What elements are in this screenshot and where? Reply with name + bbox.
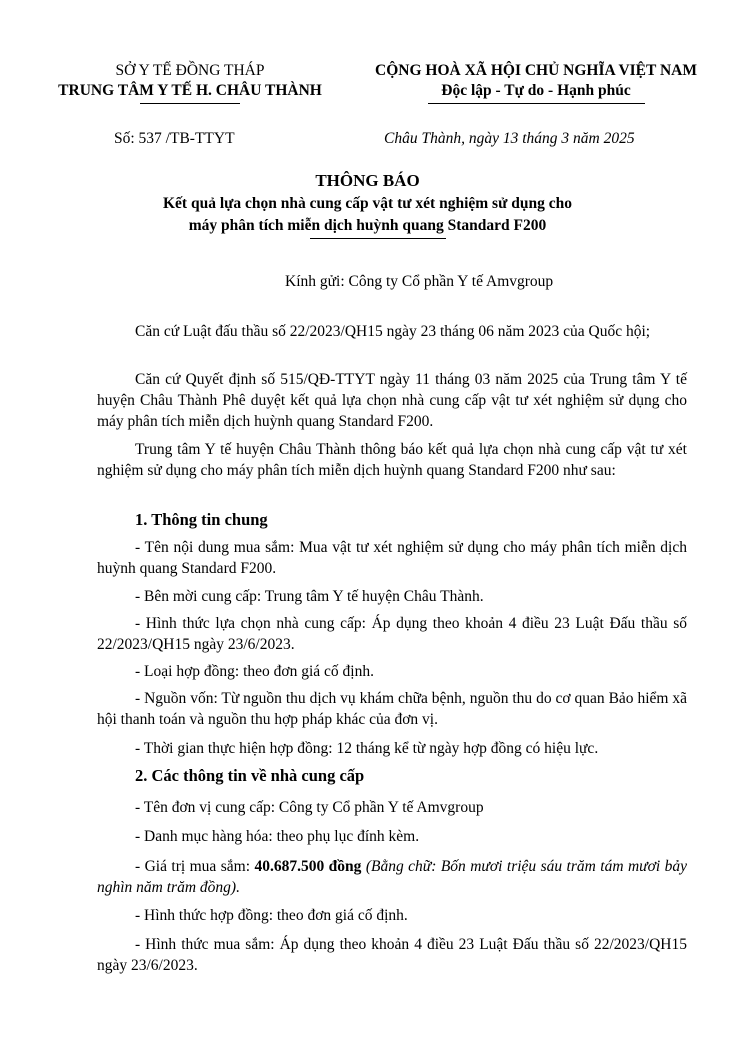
- agency-underline: [140, 103, 240, 104]
- doc-subtitle-1: Kết quả lựa chọn nhà cung cấp vật tư xét nghiệm sử dụng cho: [162, 195, 572, 212]
- paragraph-announcement: Trung tâm Y tế huyện Châu Thành thông báo kết quả lựa chọn nhà cung cấp vật tư xét nghiệm sử dụng cho máy phân tích miễn dịch huỳnh quang Standard F200 như sau:: [97, 441, 687, 479]
- doc-number: Số: 537 /TB-TTYT: [114, 130, 235, 147]
- recipient: Kính gửi: Công ty Cổ phần Y tế Amvgroup: [285, 273, 554, 290]
- section1-item-inviter: - Bên mời cung cấp: Trung tâm Y tế huyện Châu Thành.: [135, 588, 484, 605]
- doc-subtitle-2: máy phân tích miễn dịch huỳnh quang Standard F200: [188, 217, 547, 234]
- section1-heading: 1. Thông tin chung: [135, 510, 268, 529]
- place-date: Châu Thành, ngày 13 tháng 3 năm 2025: [384, 130, 635, 147]
- section1-item-contract-type: - Loại hợp đồng: theo đơn giá cố định.: [135, 663, 374, 680]
- doc-title: THÔNG BÁO: [315, 171, 420, 190]
- section1-item-content: - Tên nội dung mua sắm: Mua vật tư xét nghiệm sử dụng cho máy phân tích miễn dịch huỳnh quang Standard F200.: [97, 539, 687, 577]
- section2-heading: 2. Các thông tin về nhà cung cấp: [135, 766, 365, 785]
- section2-item-contract-form: - Hình thức hợp đồng: theo đơn giá cố định.: [135, 907, 408, 924]
- value-prefix: - Giá trị mua sắm:: [135, 858, 255, 875]
- value-amount: 40.687.500 đồng: [254, 858, 362, 875]
- paragraph-legal-basis-2: Căn cứ Quyết định số 515/QĐ-TTYT ngày 11 tháng 03 năm 2025 của Trung tâm Y tế huyện Châu Thành Phê duyệt kết quả lựa chọn nhà cung cấp vật tư xét nghiệm sử dụng cho máy phân tích miễn dịch huỳnh quang Standard F200.: [97, 371, 687, 430]
- motto-underline: [428, 103, 645, 104]
- section1-item-selection-form: - Hình thức lựa chọn nhà cung cấp: Áp dụng theo khoản 4 điều 23 Luật Đấu thầu số 22/2023/QH15 ngày 23/6/2023.: [97, 615, 687, 653]
- national-title: CỘNG HOÀ XÃ HỘI CHỦ NGHĨA VIỆT NAM: [375, 62, 697, 79]
- paragraph-legal-basis-1: Căn cứ Luật đấu thầu số 22/2023/QH15 ngày 23 tháng 06 năm 2023 của Quốc hội;: [135, 323, 651, 340]
- agency-parent: SỞ Y TẾ ĐỒNG THÁP: [115, 62, 265, 79]
- agency-name: TRUNG TÂM Y TẾ H. CHÂU THÀNH: [58, 82, 322, 99]
- section2-item-purchase-form: - Hình thức mua sắm: Áp dụng theo khoản 4 điều 23 Luật Đấu thầu số 22/2023/QH15 ngày 23/6/2023.: [97, 936, 687, 974]
- section1-item-duration: - Thời gian thực hiện hợp đồng: 12 tháng kể từ ngày hợp đồng có hiệu lực.: [135, 740, 599, 757]
- section2-item-supplier: - Tên đơn vị cung cấp: Công ty Cổ phần Y tế Amvgroup: [135, 799, 484, 816]
- title-underline: [310, 238, 446, 239]
- section2-item-value: [97, 856, 687, 898]
- value-in-words: (Bằng chữ: Bốn mươi triệu sáu trăm tám mươi bảy nghìn năm trăm đồng).: [97, 858, 687, 896]
- national-motto: Độc lập - Tự do - Hạnh phúc: [441, 82, 631, 99]
- section2-item-goods-list: - Danh mục hàng hóa: theo phụ lục đính kèm.: [135, 828, 420, 845]
- section1-item-funding: - Nguồn vốn: Từ nguồn thu dịch vụ khám chữa bệnh, nguồn thu do cơ quan Bảo hiểm xã hội thanh toán và nguồn thu hợp pháp khác của đơn vị.: [97, 690, 687, 728]
